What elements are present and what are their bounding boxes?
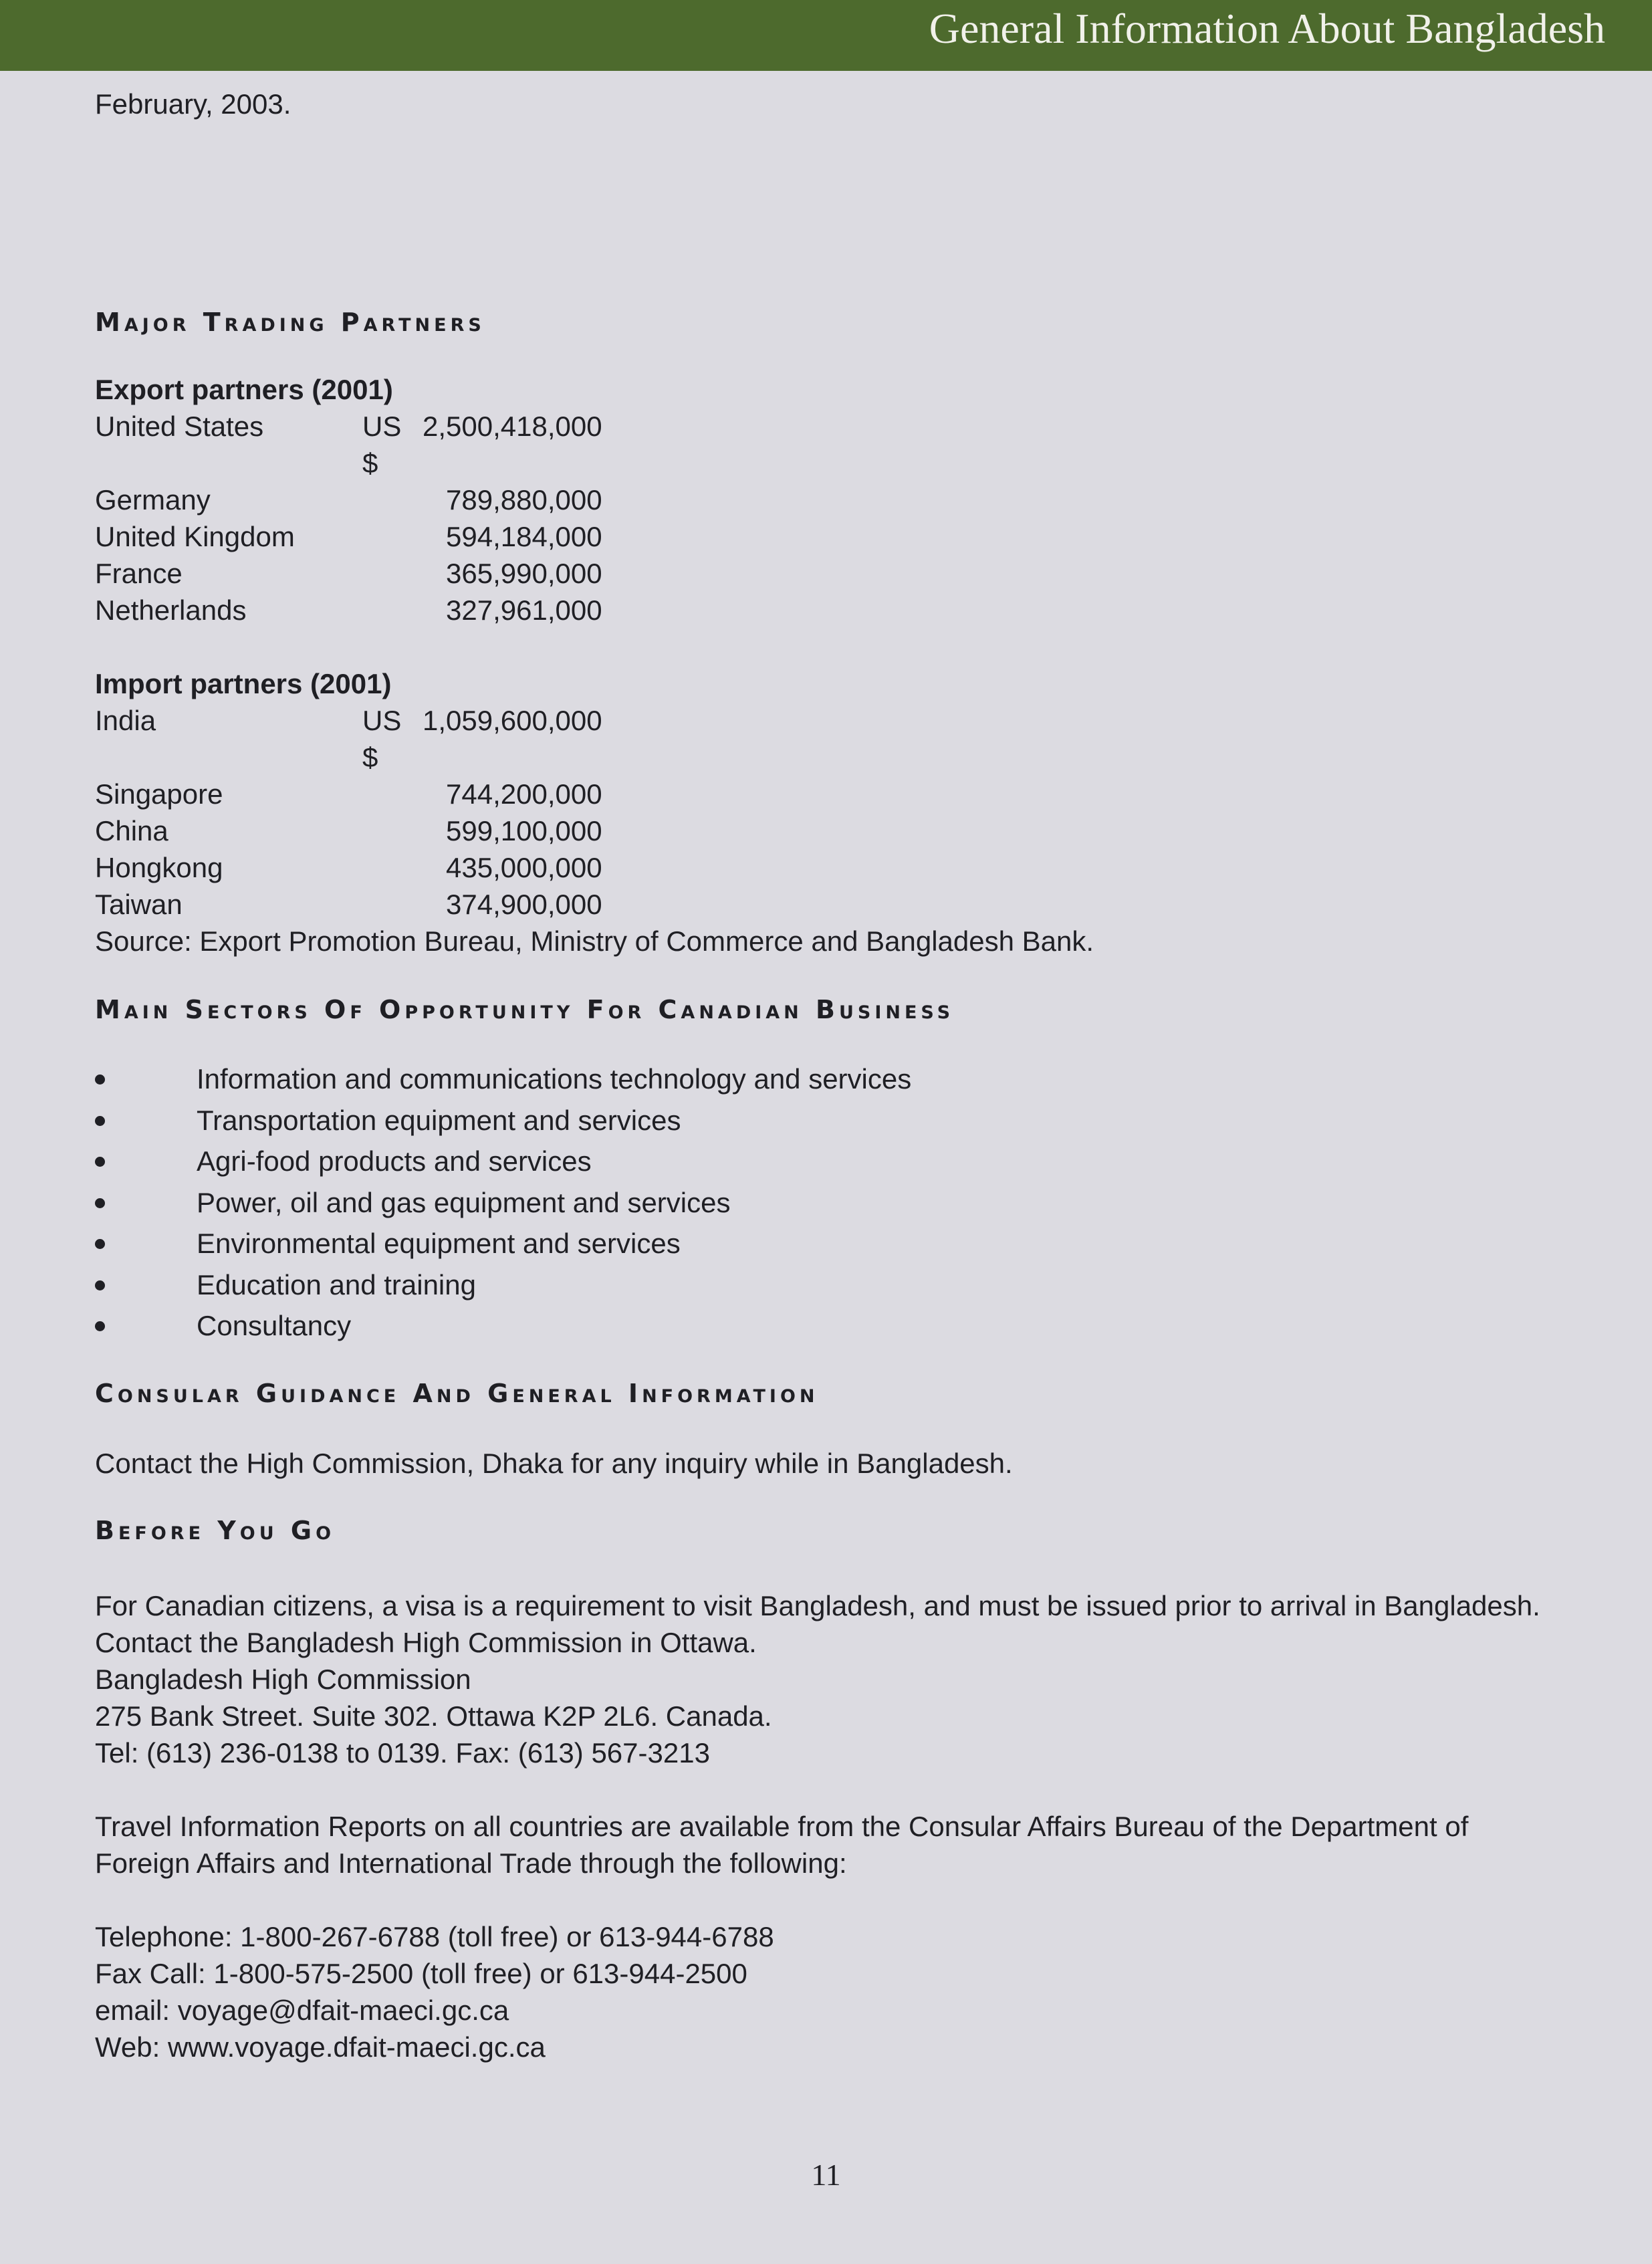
import-partners-table	[95, 702, 602, 923]
currency-cell	[362, 592, 423, 629]
country-cell: Germany	[95, 484, 211, 516]
table-row	[95, 886, 602, 923]
list-item	[95, 1264, 1559, 1306]
list-item	[95, 1058, 1559, 1100]
header-title: General Information About Bangladesh	[929, 5, 1605, 52]
currency-cell	[362, 849, 423, 886]
currency-cell	[362, 812, 423, 849]
list-item-text: Transportation equipment and services	[197, 1104, 681, 1136]
list-item-text: Agri-food products and services	[197, 1145, 592, 1177]
telephone-line: Telephone: 1-800-267-6788 (toll free) or 613-944-6788	[95, 1920, 774, 1952]
country-cell: United Kingdom	[95, 521, 295, 552]
travel-info-text: Travel Information Reports on all countries are available from the Consular Affairs Bureau of the Department of Foreign Affairs and International Trade through the following:	[95, 1810, 1469, 1879]
country-cell: Singapore	[95, 778, 223, 810]
currency-cell	[362, 481, 423, 518]
source-note: Source: Export Promotion Bureau, Ministry of Commerce and Bangladesh Bank.	[95, 925, 1094, 957]
consular-text: Contact the High Commission, Dhaka for any inquiry while in Bangladesh.	[95, 1447, 1013, 1479]
bullet-icon	[95, 1198, 105, 1208]
amount-cell: 789,880,000	[446, 484, 602, 516]
country-cell: Taiwan	[95, 889, 183, 920]
currency-cell	[362, 518, 423, 555]
table-row	[95, 555, 602, 592]
amount-cell: 374,900,000	[446, 889, 602, 920]
page-content	[95, 86, 1559, 2065]
country-cell: United States	[95, 411, 264, 442]
date-line: February, 2003.	[95, 88, 291, 120]
consular-heading: Consular Guidance And General Information	[95, 1378, 819, 1408]
visa-text: For Canadian citizens, a visa is a requirement to visit Bangladesh, and must be issued prior to arrival in Bangladesh. Contact the Bangladesh High Commission in Ottawa.	[95, 1589, 1540, 1658]
before-you-go-heading: Before You Go	[95, 1515, 336, 1545]
amount-cell: 1,059,600,000	[423, 705, 602, 736]
list-item-text: Education and training	[197, 1268, 476, 1300]
bullet-icon	[95, 1074, 105, 1085]
currency-cell	[362, 555, 423, 592]
country-cell: India	[95, 705, 156, 736]
table-row	[95, 592, 602, 629]
amount-cell: 435,000,000	[446, 852, 602, 883]
amount-cell: 744,200,000	[446, 778, 602, 810]
bullet-icon	[95, 1321, 105, 1331]
table-row	[95, 408, 602, 481]
amount-cell: 327,961,000	[446, 594, 602, 626]
sectors-list	[95, 1058, 1559, 1347]
sectors-heading: Main Sectors Of Opportunity For Canadian Business	[95, 995, 955, 1024]
address-line: 275 Bank Street. Suite 302. Ottawa K2P 2L6. Canada.	[95, 1700, 772, 1732]
bullet-icon	[95, 1157, 105, 1167]
table-row	[95, 849, 602, 886]
bullet-icon	[95, 1116, 105, 1126]
export-partners-heading: Export partners (2001)	[95, 374, 393, 405]
list-item	[95, 1223, 1559, 1264]
amount-cell: 594,184,000	[446, 521, 602, 552]
list-item-text: Power, oil and gas equipment and services	[197, 1186, 731, 1218]
list-item-text: Consultancy	[197, 1310, 352, 1341]
table-row	[95, 481, 602, 518]
currency-cell: US $	[362, 411, 402, 479]
bullet-icon	[95, 1280, 105, 1290]
amount-cell: 2,500,418,000	[423, 411, 602, 442]
export-partners-table	[95, 408, 602, 629]
currency-cell	[362, 886, 423, 923]
address-line: Tel: (613) 236-0138 to 0139. Fax: (613) 567-3213	[95, 1736, 710, 1769]
country-cell: France	[95, 558, 183, 589]
page-number: 11	[811, 2158, 841, 2192]
table-row	[95, 518, 602, 555]
country-cell: China	[95, 815, 168, 846]
bullet-icon	[95, 1239, 105, 1249]
list-item	[95, 1141, 1559, 1182]
web-line: Web: www.voyage.dfait-maeci.gc.ca	[95, 2031, 546, 2063]
list-item-text: Information and communications technology and services	[197, 1063, 912, 1095]
table-row	[95, 812, 602, 849]
amount-cell: 365,990,000	[446, 558, 602, 589]
table-row	[95, 702, 602, 776]
currency-cell: US $	[362, 705, 402, 773]
list-item	[95, 1182, 1559, 1224]
list-item	[95, 1100, 1559, 1141]
fax-line: Fax Call: 1-800-575-2500 (toll free) or 613-944-2500	[95, 1957, 747, 1989]
country-cell: Hongkong	[95, 852, 223, 883]
table-row	[95, 776, 602, 812]
email-line: email: voyage@dfait-maeci.gc.ca	[95, 1994, 509, 2026]
amount-cell: 599,100,000	[446, 815, 602, 846]
list-item-text: Environmental equipment and services	[197, 1228, 681, 1259]
address-line: Bangladesh High Commission	[95, 1663, 471, 1695]
header-band	[0, 0, 1652, 71]
currency-cell	[362, 776, 423, 812]
trading-partners-heading: Major Trading Partners	[95, 308, 485, 337]
import-partners-heading: Import partners (2001)	[95, 668, 392, 699]
list-item	[95, 1305, 1559, 1347]
country-cell: Netherlands	[95, 594, 247, 626]
